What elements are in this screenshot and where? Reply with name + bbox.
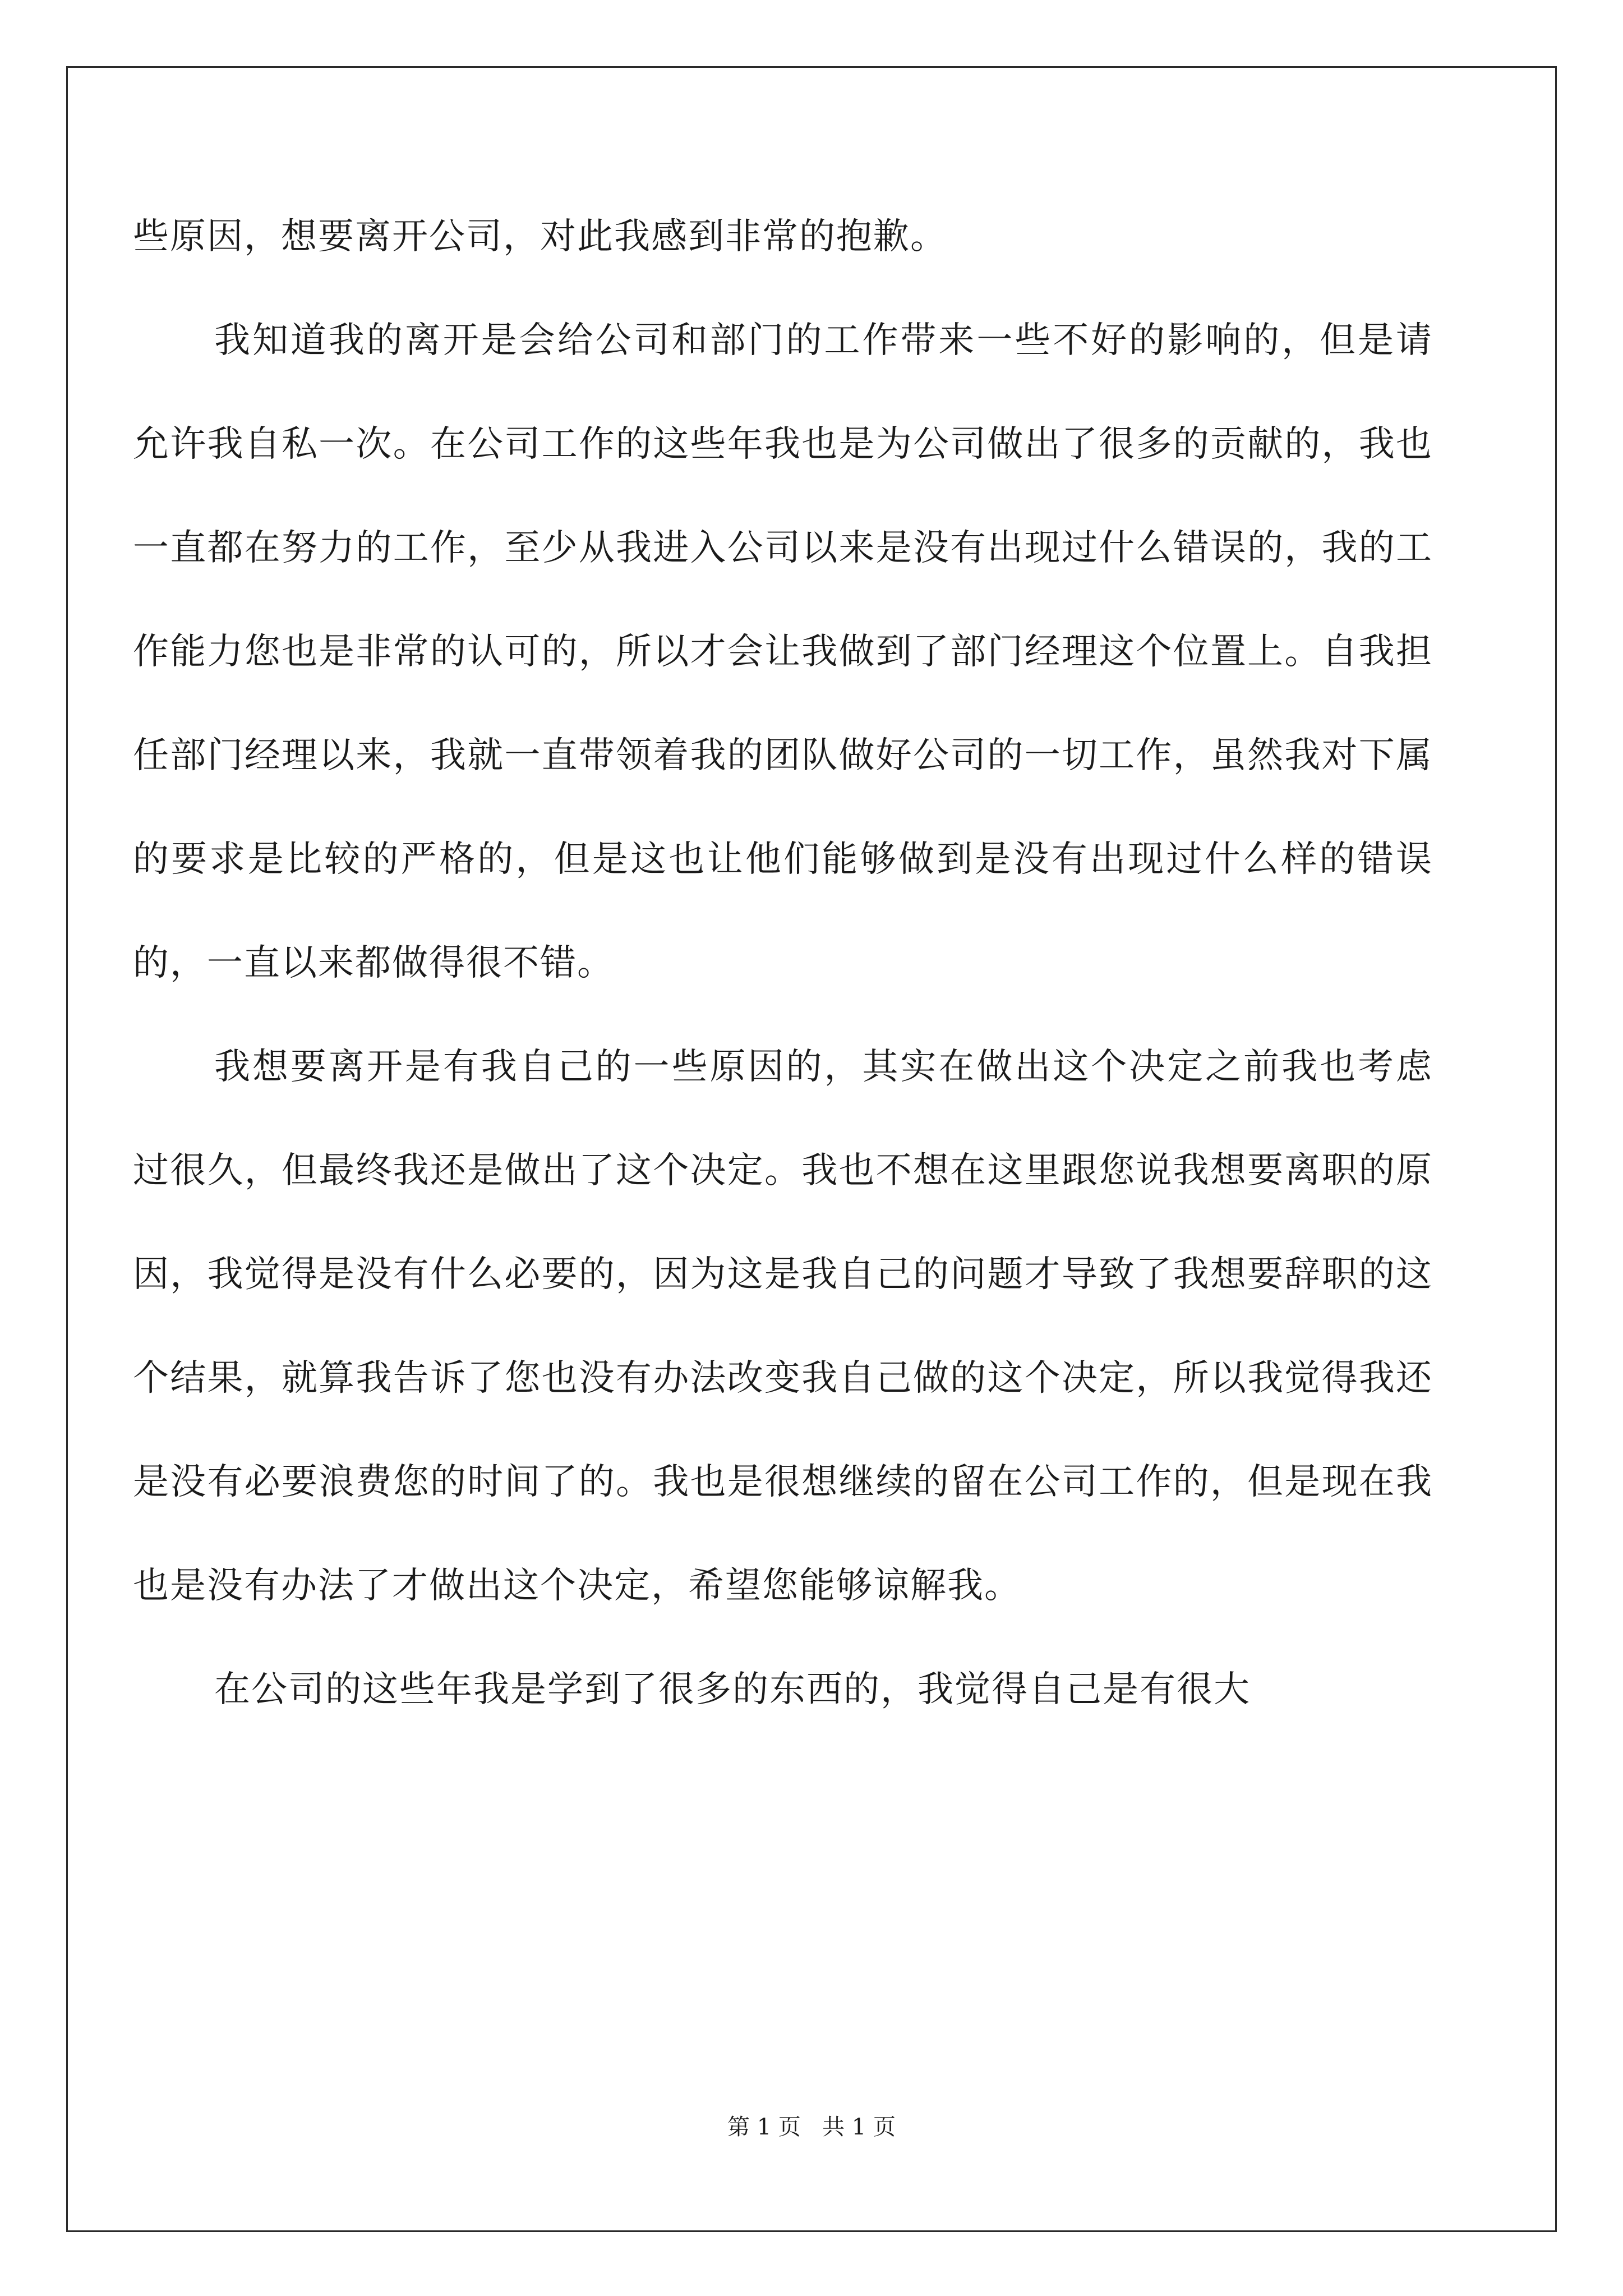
page-footer: 第 1 页 共 1 页 xyxy=(727,2114,896,2140)
paragraph-2: 我知道我的离开是会给公司和部门的工作带来一些不好的影响的，但是请允许我自私一次。在公司工作的这些年我也是为公司做出了很多的贡献的，我也一直都在努力的工作，至少从我进入公司以来是没有出现过什么错误的，我的工作能力您也是非常的认可的，所以才会让我做到了部门经理这个位置上。自我担任部门经理以来，我就一直带领着我的团队做好公司的一切工作，虽然我对下属的要求是比较的严格的，但是这也让他们能够做到是没有出现过什么样的错误的，一直以来都做得很不错。 xyxy=(133,320,1433,984)
paragraph-4: 在公司的这些年我是学到了很多的东西的，我觉得自己是有很大 xyxy=(214,1669,1251,1710)
paragraph-3: 我想要离开是有我自己的一些原因的，其实在做出这个决定之前我也考虑过很久，但最终我还是做出了这个决定。我也不想在这里跟您说我想要离职的原因，我觉得是没有什么必要的，因为这是我自己的问题才导致了我想要辞职的这个结果，就算我告诉了您也没有办法改变我自己做的这个决定，所以我觉得我还是没有必要浪费您的时间了的。我也是很想继续的留在公司工作的，但是现在我也是没有办法了才做出这个决定，希望您能够谅解我。 xyxy=(133,1046,1433,1607)
paragraph-1: 些原因，想要离开公司，对此我感到非常的抱歉。 xyxy=(133,216,947,257)
document-body xyxy=(133,185,1433,1742)
